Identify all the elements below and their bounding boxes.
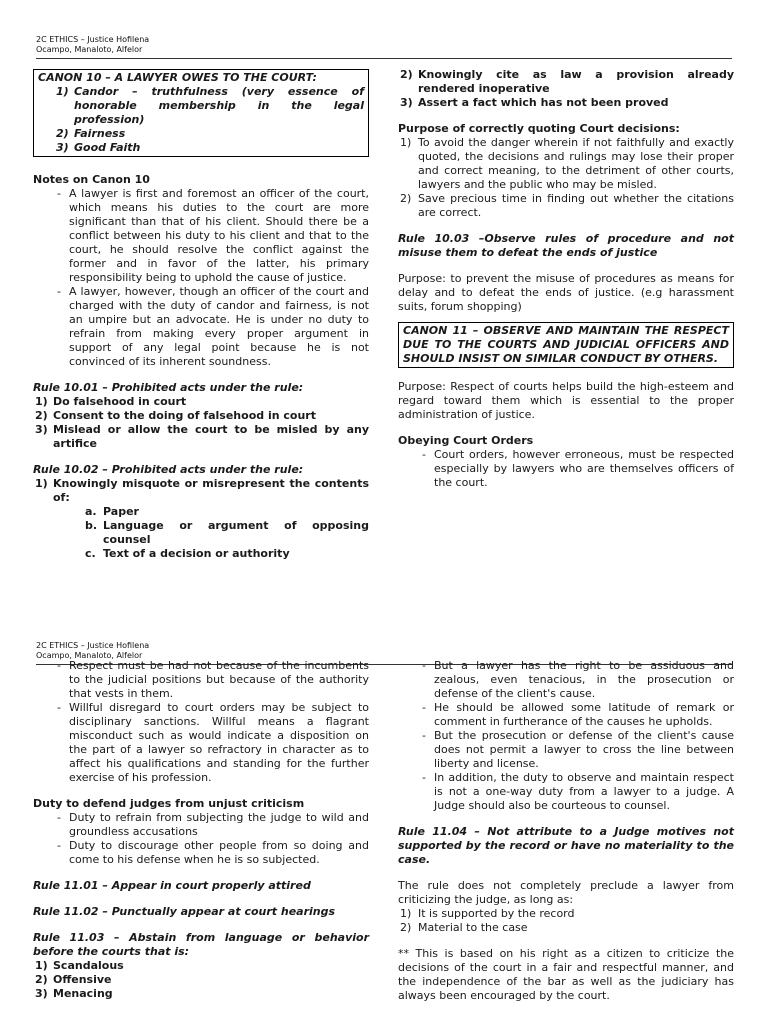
list-item: 1) Do falsehood in court — [35, 395, 187, 408]
obeying-orders-list-cont — [33, 659, 369, 785]
rule-10-02-sublist — [33, 505, 369, 561]
list-item: 1) It is supported by the record — [400, 907, 575, 920]
rule-11-03-heading: Rule 11.03 – Abstain from language or behavior before the courts that is: — [33, 931, 369, 958]
header-authors: Ocampo, Manaloto, Alfelor — [36, 45, 143, 54]
rule-11-02-heading: Rule 11.02 – Punctually appear at court hearings — [33, 905, 336, 918]
notes-heading: Notes on Canon 10 — [33, 173, 150, 186]
canon-10-title: CANON 10 – A LAWYER OWES TO THE COURT: — [38, 71, 317, 84]
canon-10-box — [33, 69, 369, 157]
canon-11-purpose: Purpose: Respect of courts helps build the high-esteem and regard toward them which is essential to the proper administration of justice. — [398, 380, 734, 421]
canon-10-list — [38, 85, 364, 155]
defend-judges-list — [33, 811, 369, 867]
notes-list — [33, 187, 369, 369]
page-2 — [0, 612, 768, 1024]
list-item: - But a lawyer has the right to be assiduous and zealous, even tenacious, in the prosecution or defense of the client's cause. — [422, 659, 734, 700]
purpose-quoting-list — [398, 136, 734, 220]
right-column — [398, 659, 734, 1003]
list-item: - A lawyer is first and foremost an officer of the court, which means his duties to the court are more significant than that of his client. Should there be a conflict between his duty to his client and that to the court, he should resolve the conflict against the former and in favor of the latter, his primary responsibility being to uphold the cause of justice. — [57, 187, 369, 284]
canon-11-title: CANON 11 – OBSERVE AND MAINTAIN THE RESPECT DUE TO THE COURTS AND JUDICIAL OFFICERS AND SHOULD INSIST ON SIMILAR CONDUCT BY OTHERS. — [403, 324, 729, 365]
rule-11-04-heading: Rule 11.04 – Not attribute to a Judge motives not supported by the record or have no materiality to the case. — [398, 825, 734, 866]
list-item: - Respect must be had not because of the incumbents to the judicial positions but because of the authority that vests in them. — [57, 659, 369, 700]
list-item: 2) Offensive — [35, 973, 112, 986]
header-course: 2C ETHICS – Justice Hofilena — [36, 35, 150, 44]
right-column — [398, 68, 734, 490]
list-item: b. Language or argument of opposing counsel — [85, 519, 369, 546]
defend-judges-heading: Duty to defend judges from unjust criticism — [33, 797, 305, 810]
rule-11-03-list — [33, 959, 369, 1001]
list-item: 3) Assert a fact which has not been proved — [400, 96, 669, 109]
obeying-orders-list — [398, 448, 734, 490]
canon-11-box — [398, 322, 734, 368]
left-column — [33, 659, 369, 1001]
list-item: 3) Menacing — [35, 987, 113, 1000]
purpose-quoting-heading: Purpose of correctly quoting Court decisions: — [398, 122, 680, 135]
list-item: c. Text of a decision or authority — [85, 547, 290, 560]
header-course: 2C ETHICS – Justice Hofilena — [36, 641, 150, 650]
left-column — [33, 69, 369, 561]
list-item: 2) Material to the case — [400, 921, 528, 934]
list-item: - A lawyer, however, though an officer of the court and charged with the duty of candor and fairness, is not an umpire but an advocate. He is under no duty to refrain from making every proper argument in support of any legal point because he is not convinced of its inherent soundness. — [57, 285, 369, 368]
list-item: 2) Consent to the doing of falsehood in court — [35, 409, 316, 422]
list-item: 3) Good Faith — [56, 141, 141, 154]
list-item: - Duty to discourage other people from so doing and come to his defense when he is so subjected. — [57, 839, 369, 866]
list-item: 2) Knowingly cite as law a provision already rendered inoperative — [400, 68, 734, 95]
rule-11-04-list — [398, 907, 734, 935]
list-item: a. Paper — [85, 505, 139, 518]
list-item: - In addition, the duty to observe and maintain respect is not a one-way duty from a lawyer to a judge. A Judge should also be courteous to counsel. — [422, 771, 734, 812]
list-item: - He should be allowed some latitude of remark or comment in furtherance of the causes he upholds. — [422, 701, 734, 728]
rule-10-03-heading: Rule 10.03 –Observe rules of procedure and not misuse them to defeat the ends of justice — [398, 232, 734, 259]
list-item: - Willful disregard to court orders may be subject to disciplinary sanctions. Willful means a flagrant misconduct such as would indicate a disposition on the part of a lawyer so refractory in character as to affect his qualifications and standing for the further exercise of his profession. — [57, 701, 369, 784]
list-item: 1) Candor – truthfulness (very essence of honorable membership in the legal profession) — [56, 85, 364, 126]
rule-11-04-note: ** This is based on his right as a citizen to criticize the decisions of the court in a fair and respectful manner, and the independence of the bar as well as the judiciary has always been encouraged by the court. — [398, 947, 734, 1002]
rule-10-02-list — [33, 477, 369, 505]
rule-10-02-heading: Rule 10.02 – Prohibited acts under the rule: — [33, 463, 304, 476]
rule-10-01-heading: Rule 10.01 – Prohibited acts under the rule: — [33, 381, 304, 394]
list-item: 1) To avoid the danger wherein if not faithfully and exactly quoted, the decisions and rulings may lose their proper and correct meaning, to the detriment of other courts, lawyers and the public who may be misled. — [400, 136, 734, 191]
list-item: 2) Save precious time in finding out whether the citations are correct. — [400, 192, 734, 219]
rule-11-04-text: The rule does not completely preclude a lawyer from criticizing the judge, as long as: — [398, 879, 734, 906]
rule-10-03-purpose: Purpose: to prevent the misuse of procedures as means for delay and to defeat the ends of justice. (e.g harassment suits, forum shopping) — [398, 272, 734, 313]
rule-11-01-heading: Rule 11.01 – Appear in court properly attired — [33, 879, 311, 892]
list-item: - Court orders, however erroneous, must be respected especially by lawyers who are themselves officers of the court. — [422, 448, 734, 489]
list-item: 1) Scandalous — [35, 959, 124, 972]
rule-10-02-list-cont — [398, 68, 734, 110]
header-authors: Ocampo, Manaloto, Alfelor — [36, 651, 143, 660]
rule-10-01-list — [33, 395, 369, 451]
page-header — [36, 35, 732, 59]
list-item: 2) Fairness — [56, 127, 126, 140]
list-item: - But the prosecution or defense of the client's cause does not permit a lawyer to cross the line between liberty and license. — [422, 729, 734, 770]
list-item: - Duty to refrain from subjecting the judge to wild and groundless accusations — [57, 811, 369, 838]
list-item: 1) Knowingly misquote or misrepresent the contents of: — [35, 477, 369, 504]
lawyer-rights-list — [398, 659, 734, 813]
list-item: 3) Mislead or allow the court to be misled by any artifice — [35, 423, 369, 450]
obeying-orders-heading: Obeying Court Orders — [398, 434, 534, 447]
